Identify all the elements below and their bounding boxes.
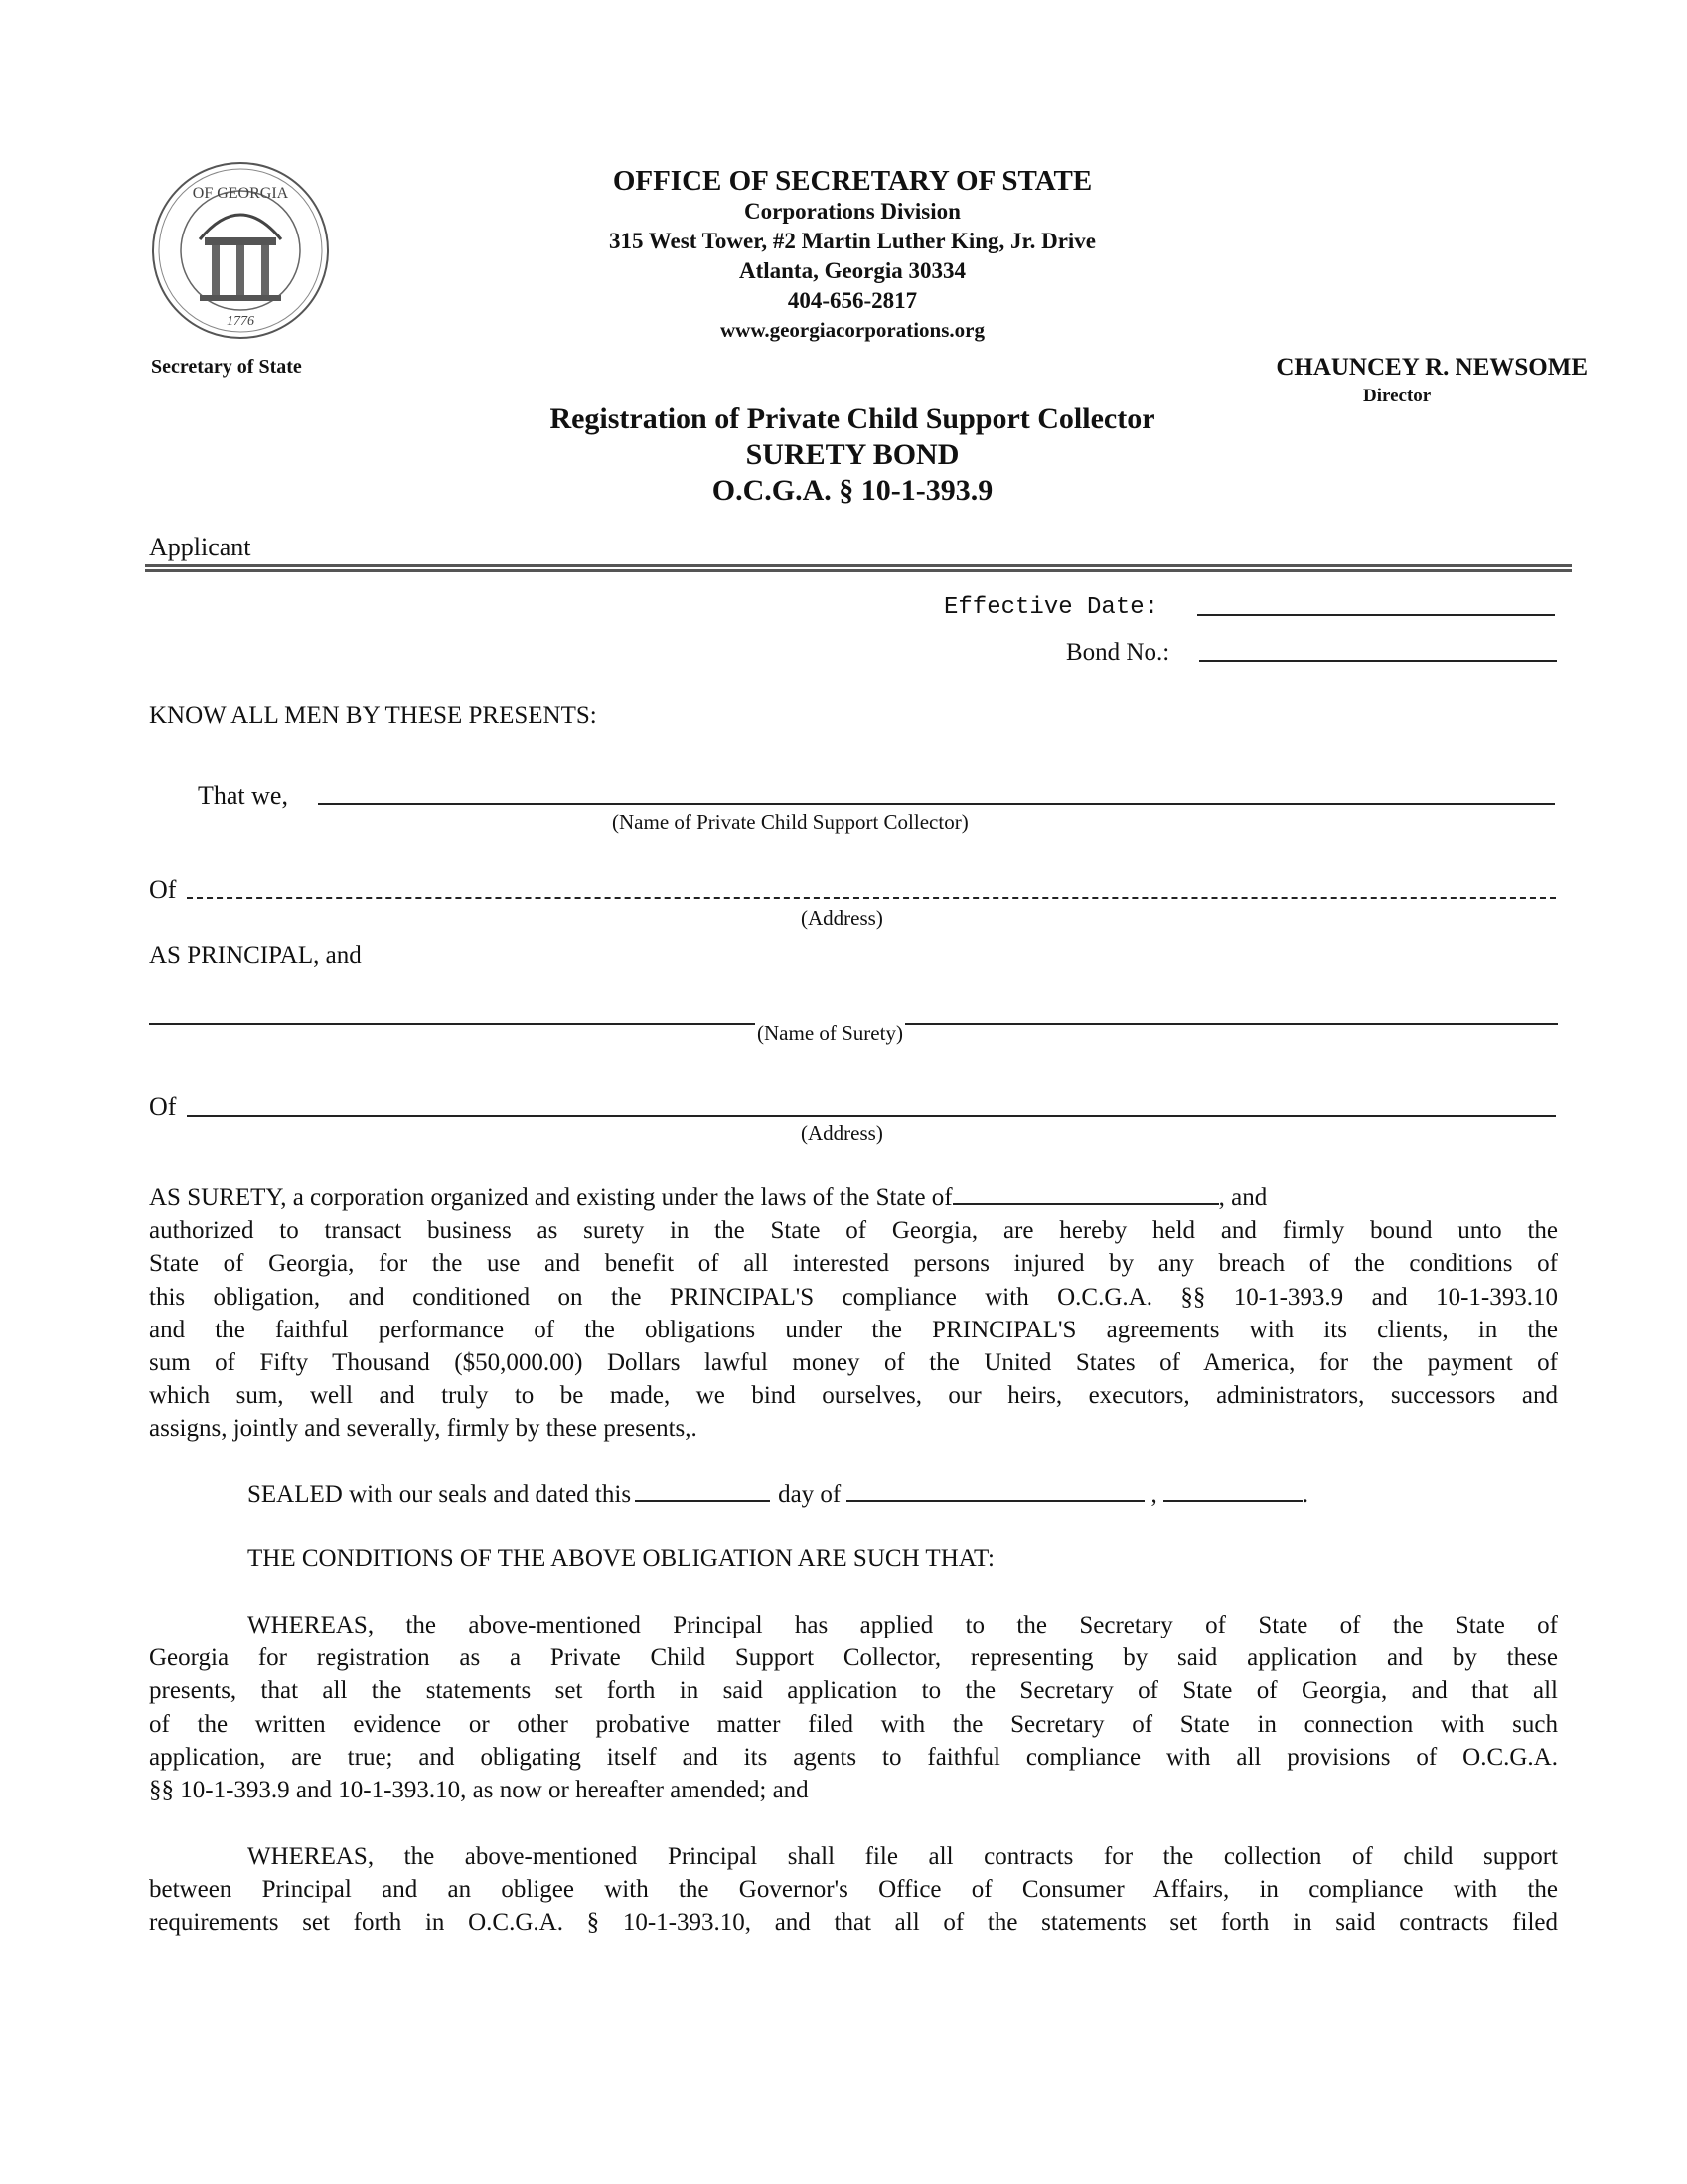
bond-no-label: Bond No.:	[1066, 639, 1170, 666]
of-label: Of	[149, 875, 177, 904]
collector-caption: (Name of Private Child Support Collector)	[612, 810, 969, 834]
paragraph-line: sum of Fifty Thousand ($50,000.00) Dollars lawful money of the United States of America, for the payment of	[149, 1348, 1558, 1376]
sealed-comma: ,	[1150, 1482, 1157, 1508]
surety-caption: (Name of Surety)	[757, 1021, 903, 1045]
surety-paragraph	[149, 1181, 1558, 1446]
secretary-caption: Secretary of State	[151, 356, 302, 378]
whereas-paragraph-2	[149, 1840, 1558, 1940]
collector-name-field[interactable]	[318, 803, 1555, 805]
form-subtitle: SURETY BOND	[745, 438, 960, 471]
phone: 404-656-2817	[787, 288, 918, 313]
svg-text:OF GEORGIA: OF GEORGIA	[192, 185, 289, 202]
that-we-label: That we,	[198, 781, 288, 810]
principal-address-field[interactable]	[187, 897, 1556, 899]
paragraph-line: of the written evidence or other probative matter filed with the Secretary of State in connection with such	[149, 1710, 1558, 1738]
surety-address-field[interactable]	[187, 1115, 1556, 1117]
paragraph-line: between Principal and an obligee with the Governor's Office of Consumer Affairs, in compliance with the	[149, 1876, 1558, 1904]
office-title: OFFICE OF SECRETARY OF STATE	[612, 165, 1093, 197]
paragraph-line: which sum, well and truly to be made, we bind ourselves, our heirs, executors, administrators, successors and	[149, 1382, 1558, 1410]
sealed-day-of: day of	[778, 1482, 842, 1508]
as-principal-text: AS PRINCIPAL, and	[149, 942, 362, 969]
effective-date-field[interactable]	[1197, 614, 1555, 616]
of-label-2: Of	[149, 1092, 177, 1121]
paragraph-line: requirements set forth in O.C.G.A. § 10-1-393.10, and that all of the statements set forth in said contracts filed	[149, 1909, 1558, 1937]
sealed-line	[247, 1481, 1308, 1509]
director-title: Director	[1363, 386, 1432, 406]
sealed-month-field[interactable]	[846, 1481, 1145, 1502]
address-caption-2: (Address)	[801, 1121, 883, 1145]
conditions-heading: THE CONDITIONS OF THE ABOVE OBLIGATION ARE SUCH THAT:	[247, 1545, 996, 1572]
paragraph-line: Georgia for registration as a Private Child Support Collector, representing by said application and by these	[149, 1644, 1558, 1672]
bond-no-field[interactable]	[1199, 660, 1557, 662]
paragraph-line: presents, that all the statements set forth in said application to the Secretary of State of Georgia, and that all	[149, 1677, 1558, 1705]
applicant-label: Applicant	[149, 533, 251, 561]
double-divider	[145, 564, 1572, 572]
svg-text:1776: 1776	[227, 314, 254, 329]
surety-para-prefix: AS SURETY, a corporation organized and existing under the laws of the State of	[149, 1184, 953, 1211]
address-line2: Atlanta, Georgia 30334	[738, 258, 967, 283]
sealed-year-field[interactable]	[1163, 1481, 1303, 1502]
sealed-prefix: SEALED with our seals and dated this	[247, 1482, 632, 1508]
surety-state-field[interactable]	[953, 1183, 1219, 1205]
paragraph-line: WHEREAS, the above-mentioned Principal has applied to the Secretary of State of the State of	[247, 1612, 1558, 1638]
paragraph-line: application, are true; and obligating itself and its agents to faithful compliance with all provisions of O.C.G.A.	[149, 1743, 1558, 1771]
director-name: CHAUNCEY R. NEWSOME	[1276, 354, 1588, 381]
paragraph-line: and the faithful performance of the obligations under the PRINCIPAL'S agreements with its clients, in the	[149, 1316, 1558, 1343]
paragraph-line: §§ 10-1-393.9 and 10-1-393.10, as now or hereafter amended; and	[149, 1776, 809, 1803]
address-line1: 315 West Tower, #2 Martin Luther King, Jr. Drive	[608, 229, 1097, 253]
division: Corporations Division	[744, 199, 961, 224]
statute-reference: O.C.G.A. § 10-1-393.9	[711, 474, 994, 507]
paragraph-line: this obligation, and conditioned on the PRINCIPAL'S compliance with O.C.G.A. §§ 10-1-393.9 and 10-1-393.10	[149, 1283, 1558, 1311]
know-all-heading: KNOW ALL MEN BY THESE PRESENTS:	[149, 702, 597, 729]
paragraph-line: authorized to transact business as surety in the State of Georgia, are hereby held and firmly bound unto the	[149, 1217, 1558, 1245]
form-title: Registration of Private Child Support Collector	[549, 402, 1155, 435]
paragraph-line: WHEREAS, the above-mentioned Principal shall file all contracts for the collection of child support	[247, 1843, 1558, 1870]
whereas-paragraph-1	[149, 1609, 1558, 1806]
surety-para-suffix: , and	[1218, 1184, 1268, 1211]
address-caption: (Address)	[801, 906, 883, 930]
effective-date-label: Effective Date:	[944, 594, 1159, 621]
paragraph-line: State of Georgia, for the use and benefit of all interested persons injured by any breach of the conditions of	[149, 1250, 1558, 1278]
website-link[interactable]: www.georgiacorporations.org	[720, 318, 985, 342]
sealed-end: .	[1302, 1482, 1308, 1508]
paragraph-line: assigns, jointly and severally, firmly by these presents,.	[149, 1415, 697, 1443]
sealed-day-field[interactable]	[635, 1481, 770, 1502]
